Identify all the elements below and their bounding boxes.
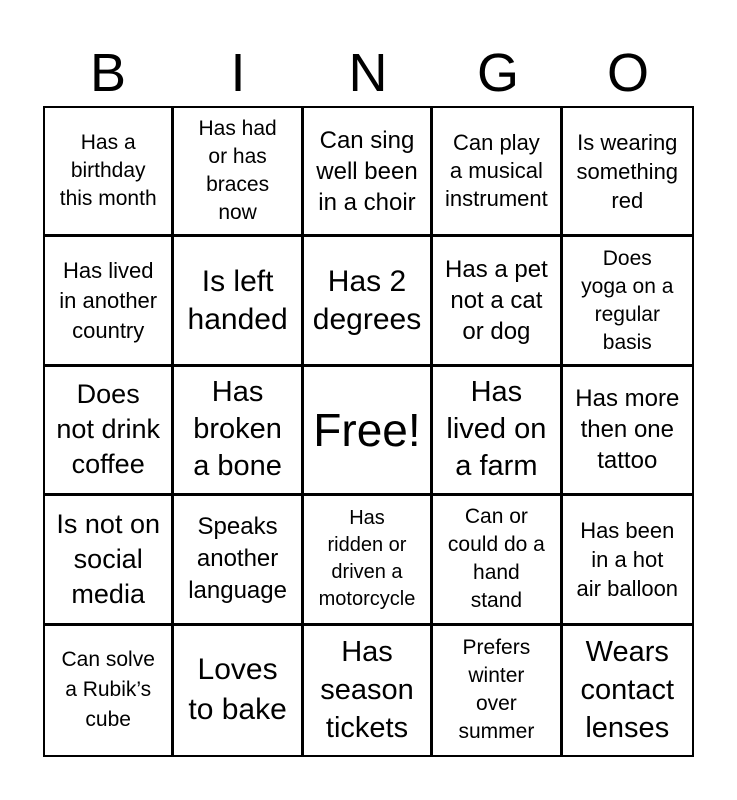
cell-text: Has 2 degrees [312, 264, 422, 336]
bingo-cell[interactable] [433, 367, 562, 496]
cell-text: Has season tickets [320, 636, 414, 745]
bingo-header [43, 40, 694, 106]
bingo-cell[interactable] [174, 237, 303, 366]
bingo-cell[interactable] [433, 237, 562, 366]
header-letter-g: G [476, 43, 519, 103]
free-space-cell[interactable] [304, 367, 433, 496]
bingo-cell[interactable] [45, 367, 174, 496]
bingo-cell[interactable] [45, 237, 174, 366]
cell-text: Does not drink coffee [56, 379, 160, 480]
cell-text: Has lived on a farm [446, 376, 547, 483]
cell-text: Is not on social media [56, 508, 160, 609]
bingo-cell[interactable] [174, 626, 303, 755]
cell-text: Free! [313, 403, 421, 456]
header-letter-b: B [89, 43, 127, 103]
bingo-cell[interactable] [563, 237, 692, 366]
cell-text: Has a birthday this month [59, 131, 157, 211]
bingo-cell[interactable] [433, 108, 562, 237]
header-letter-n: N [348, 43, 388, 103]
bingo-cell[interactable] [304, 496, 433, 625]
cell-text: Has been in a hot air balloon [576, 517, 679, 601]
cell-text: Can sing well been in a choir [316, 126, 418, 216]
bingo-cell[interactable] [563, 626, 692, 755]
bingo-cell[interactable] [174, 496, 303, 625]
cell-text: Can or could do a hand stand [447, 505, 545, 613]
cell-text: Can play a musical instrument [445, 130, 548, 212]
cell-text: Is left handed [187, 264, 288, 336]
cell-text: Wears contact lenses [580, 636, 675, 745]
cell-text: Has had or has braces now [198, 117, 277, 225]
cell-text: Is wearing something red [576, 129, 679, 213]
header-letter-o: O [606, 43, 649, 103]
cell-text: Does yoga on a regular basis [581, 246, 674, 354]
cell-text: Has lived in another country [59, 257, 158, 343]
cell-text: Speaks another language [188, 513, 287, 605]
bingo-cell[interactable] [45, 108, 174, 237]
bingo-cell[interactable] [45, 626, 174, 755]
bingo-board [43, 106, 694, 757]
bingo-cell[interactable] [45, 496, 174, 625]
bingo-cell[interactable] [433, 496, 562, 625]
bingo-cell[interactable] [563, 108, 692, 237]
cell-text: Has a pet not a cat or dog [445, 256, 548, 346]
cell-text: Has ridden or driven a motorcycle [318, 507, 416, 611]
bingo-cell[interactable] [174, 108, 303, 237]
cell-text: Has more then one tattoo [575, 385, 680, 475]
cell-text: Loves to bake [188, 653, 287, 727]
header-letter-i: I [230, 43, 246, 103]
bingo-cell[interactable] [433, 626, 562, 755]
cell-text: Can solve a Rubik’s cube [61, 648, 155, 732]
cell-text: Prefers winter over summer [458, 636, 535, 744]
bingo-cell[interactable] [304, 108, 433, 237]
bingo-cell[interactable] [174, 367, 303, 496]
bingo-cell[interactable] [304, 237, 433, 366]
cell-text: Has broken a bone [193, 376, 282, 483]
bingo-cell[interactable] [304, 626, 433, 755]
bingo-cell[interactable] [563, 367, 692, 496]
bingo-cell[interactable] [563, 496, 692, 625]
